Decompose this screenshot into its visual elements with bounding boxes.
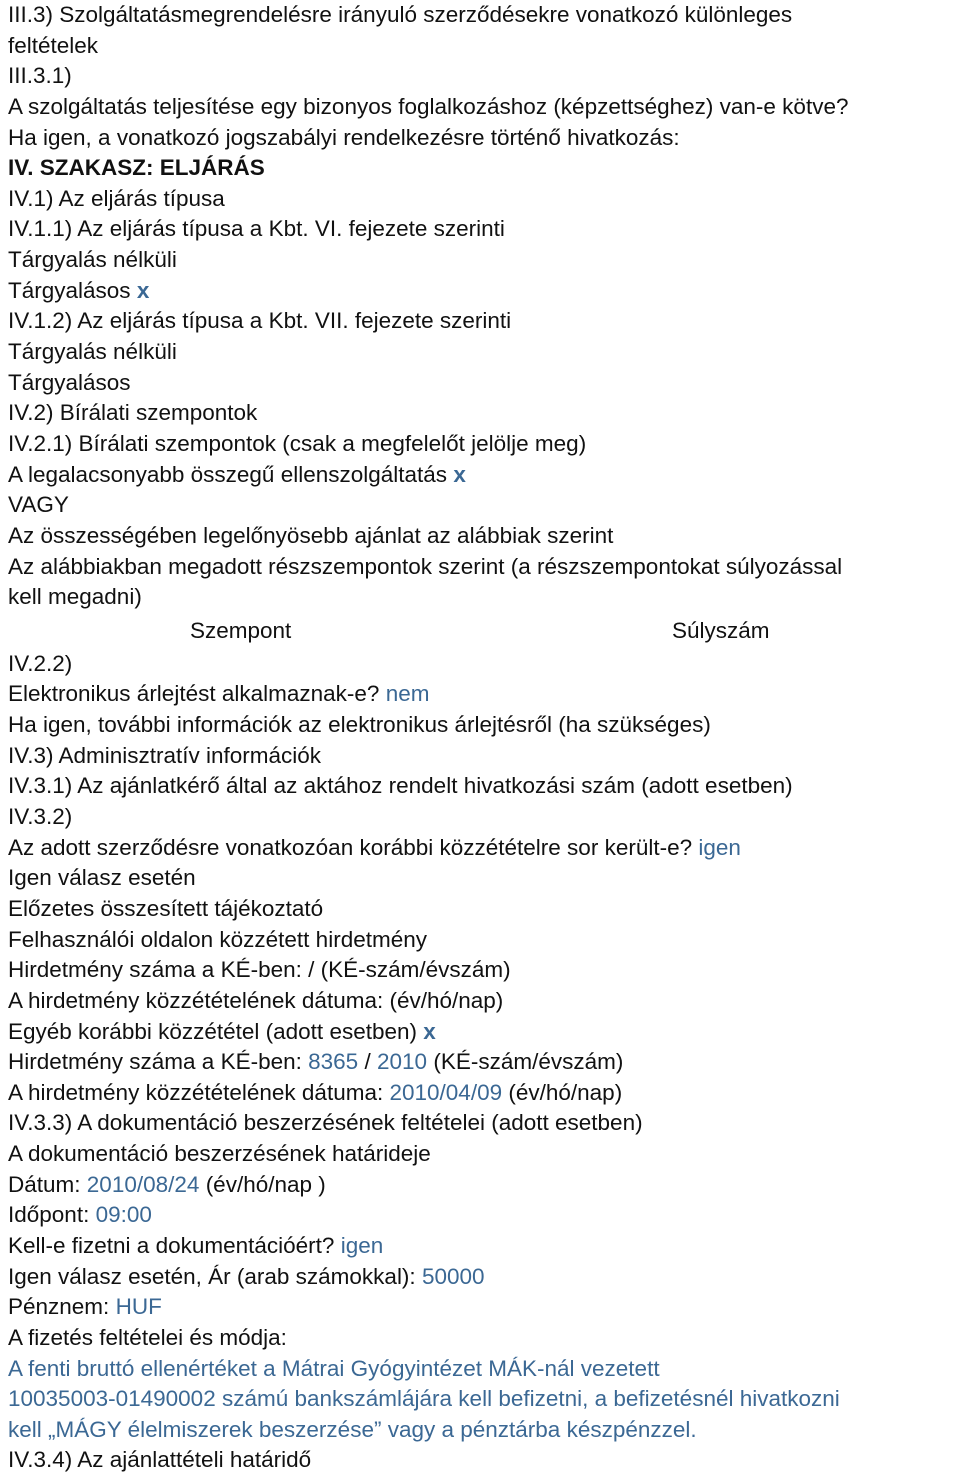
if-yes-label: Igen válasz esetén [8,865,196,891]
option-negotiated-2: Tárgyalásos [8,369,131,395]
prior-publication-question [8,833,960,864]
e-auction-question [8,679,960,710]
criterion-label: A legalacsonyabb összegű ellenszolgáltatás [8,461,448,487]
other-prior-label: Egyéb korábbi közzététel (adott esetben) [8,1018,417,1044]
currency [8,1292,960,1323]
criteria-table-header [8,613,960,649]
date-format: (év/hó/nap ) [205,1171,326,1197]
subsection-IV-2: IV.2) Bírálati szempontok [8,400,258,426]
question-profession: A szolgáltatás teljesítése egy bizonyos foglalkozáshoz (képzettséghez) van-e kötve? [8,93,849,119]
currency-value: HUF [115,1294,162,1320]
publication-date-label: A hirdetmény közzétételének dátuma: [8,1079,384,1105]
selected-mark: x [136,277,150,303]
option-negotiated-1 [8,276,960,307]
payment-terms-label: A fizetés feltételei és módja: [8,1324,287,1350]
subsection-IV-3-4: IV.3.4) Az ajánlattételi határidő [8,1447,312,1473]
time-label: Időpont: [8,1202,90,1228]
payment-required [8,1231,960,1262]
notice-number-label: Hirdetmény száma a KÉ-ben: [8,1049,302,1075]
prior-publication-label: Az adott szerződésre vonatkozóan korábbi közzétételre sor került-e? [8,834,693,860]
or-separator: VAGY [8,492,69,518]
notice-number-value: 8365 [308,1049,359,1075]
subsection-IV-2-2: IV.2.2) [8,650,73,676]
deadline-date [8,1170,960,1201]
e-auction-info: Ha igen, további információk az elektronikus árlejtésről (ha szükséges) [8,712,711,738]
date-label: Dátum: [8,1171,81,1197]
publication-date-empty: A hirdetmény közzétételének dátuma: (év/hó/nap) [8,987,504,1013]
option-label: Tárgyalásos [8,277,131,303]
subsection-IV-1-1: IV.1.1) Az eljárás típusa a Kbt. VI. fejezete szerinti [8,216,505,242]
subsection-IV-2-1: IV.2.1) Bírálati szempontok (csak a megfelelőt jelölje meg) [8,430,587,456]
deadline-time [8,1200,960,1231]
time-value: 09:00 [95,1202,152,1228]
option-without-negotiation-2: Tárgyalás nélküli [8,339,177,365]
notice-number [8,1047,960,1078]
publication-date-format: (év/hó/nap) [508,1079,623,1105]
option-without-negotiation-1: Tárgyalás nélküli [8,247,177,273]
section-IV-title: IV. SZAKASZ: ELJÁRÁS [8,155,265,181]
subsection-IV-3-3: IV.3.3) A dokumentáció beszerzésének feltételei (adott esetben) [8,1110,643,1136]
column-criterion: Szempont [190,617,292,643]
selected-mark: x [423,1018,436,1044]
subsection-IV-3: IV.3) Adminisztratív információk [8,742,322,768]
documentation-deadline-label: A dokumentáció beszerzésének határideje [8,1141,431,1167]
payment-terms-line-1: A fenti bruttó ellenértéket a Mátrai Gyógyintézet MÁK-nál vezetett [8,1355,660,1381]
publication-date-value: 2010/04/09 [389,1079,503,1105]
other-prior-publication [8,1017,960,1048]
notice-number-empty: Hirdetmény száma a KÉ-ben: / (KÉ-szám/évszám) [8,957,511,983]
price [8,1262,960,1293]
section-heading-III-3-cont: feltételek [8,32,99,58]
notice-number-separator: / [364,1049,371,1075]
notice-number-format: (KÉ-szám/évszám) [433,1049,624,1075]
price-value: 50000 [421,1263,485,1289]
section-heading-III-3: III.3) Szolgáltatásmegrendelésre irányuló szerződésekre vonatkozó különleges [8,2,793,27]
criterion-lowest-price [8,460,960,491]
sub-criteria-note: Az alábbiakban megadott részszempontok szerint (a részszempontokat súlyozással [8,553,843,579]
payment-required-label: Kell-e fizetni a dokumentációért? [8,1232,335,1258]
price-label: Igen válasz esetén, Ár (arab számokkal): [8,1263,416,1289]
subsection-IV-1: IV.1) Az eljárás típusa [8,185,225,211]
subsection-IV-1-2: IV.1.2) Az eljárás típusa a Kbt. VII. fejezete szerinti [8,308,512,334]
prior-publication-answer: igen [698,834,741,860]
publication-date [8,1078,960,1109]
subsection-III-3-1: III.3.1) [8,63,72,89]
payment-required-answer: igen [340,1232,384,1258]
e-auction-answer: nem [385,681,430,707]
selected-mark: x [453,461,466,487]
criterion-most-advantageous: Az összességében legelőnyösebb ajánlat az alábbiak szerint [8,522,614,548]
sub-criteria-note-cont: kell megadni) [8,584,142,610]
buyer-profile-notice: Felhasználói oldalon közzétett hirdetmény [8,926,427,952]
column-weight: Súlyszám [672,617,770,643]
subsection-IV-3-2: IV.3.2) [8,804,73,830]
currency-label: Pénznem: [8,1294,110,1320]
e-auction-label: Elektronikus árlejtést alkalmaznak-e? [8,681,380,707]
subsection-IV-3-1: IV.3.1) Az ajánlatkérő által az aktához rendelt hivatkozási szám (adott esetben) [8,773,793,799]
legal-reference-label: Ha igen, a vonatkozó jogszabályi rendelkezésre történő hivatkozás: [8,124,680,150]
payment-terms-line-3: kell „MÁGY élelmiszerek beszerzése” vagy a pénztárba készpénzzel. [8,1416,697,1442]
payment-terms-line-2: 10035003-01490002 számú bankszámlájára kell befizetni, a befizetésnél hivatkozni [8,1386,840,1412]
date-value: 2010/08/24 [86,1171,200,1197]
notice-year-value: 2010 [377,1049,428,1075]
prior-information-notice: Előzetes összesített tájékoztató [8,895,324,921]
